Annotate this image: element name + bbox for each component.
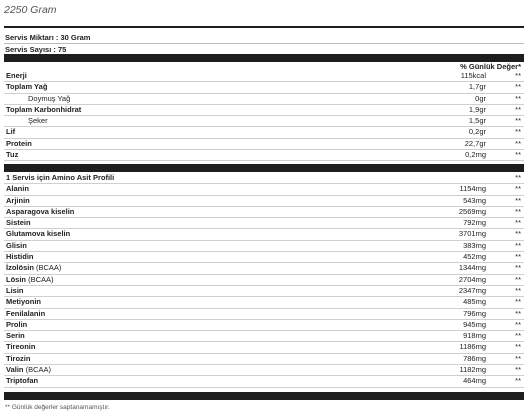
row-label-text: Lisin	[6, 285, 24, 295]
row-label-note: (BCAA)	[33, 263, 62, 273]
row-daily-value: **	[515, 173, 521, 182]
row-daily-value: **	[515, 285, 521, 295]
row-value: 1,7gr	[468, 82, 486, 92]
amino-acid-row	[4, 331, 524, 342]
row-label-text: Prolin	[6, 319, 28, 329]
row-daily-value: **	[515, 331, 521, 341]
row-label	[6, 263, 61, 273]
row-value: 796mg	[463, 308, 486, 318]
row-daily-value: **	[515, 104, 521, 114]
row-daily-value: **	[515, 206, 521, 216]
amino-acid-row	[4, 218, 524, 229]
row-label	[6, 196, 30, 206]
row-label	[28, 116, 48, 126]
row-label-text: Tuz	[6, 150, 19, 160]
nutrient-row	[4, 150, 524, 161]
row-daily-value: **	[515, 184, 521, 194]
row-value: 945mg	[463, 319, 486, 329]
row-daily-value: **	[515, 274, 521, 284]
row-label	[6, 297, 41, 307]
row-label-text: İzolösin	[6, 263, 34, 273]
row-value: 0,2mg	[465, 150, 486, 160]
amino-acid-row	[4, 196, 524, 207]
row-daily-value: **	[515, 229, 521, 239]
row-daily-value: **	[515, 319, 521, 329]
row-label	[6, 331, 25, 341]
nutrient-row	[4, 116, 524, 127]
row-label	[6, 241, 27, 251]
row-label	[6, 184, 29, 194]
row-value: 2569mg	[458, 206, 486, 216]
amino-acid-table	[4, 173, 524, 388]
row-daily-value: **	[515, 263, 521, 273]
row-label-text: Fenilalanin	[6, 308, 46, 318]
row-label-text: Valin	[6, 365, 24, 375]
row-daily-value: **	[515, 195, 521, 205]
row-label	[6, 275, 54, 285]
amino-acid-row	[4, 320, 524, 331]
nutrient-row	[4, 94, 524, 105]
row-label	[6, 127, 15, 137]
amino-acid-row	[4, 354, 524, 365]
amino-acid-row	[4, 207, 524, 218]
row-label	[6, 82, 47, 92]
row-daily-value: **	[515, 218, 521, 228]
row-label	[6, 218, 31, 228]
row-value: 1182mg	[459, 365, 486, 375]
row-label-text: Protein	[6, 138, 32, 148]
row-label-text: Toplam Karbonhidrat	[6, 104, 82, 114]
nutrient-row	[4, 82, 524, 93]
amino-acid-row	[4, 309, 524, 320]
amino-acid-row	[4, 241, 524, 252]
row-label-text: Lösin	[6, 274, 26, 284]
row-label-text: Enerji	[6, 71, 27, 80]
amino-acid-row	[4, 229, 524, 240]
row-label-text: Serin	[6, 331, 25, 341]
row-daily-value: **	[515, 240, 521, 250]
divider-thick-3	[4, 392, 524, 400]
row-label-text: Tireonin	[6, 342, 36, 352]
row-label-text: Asparagova kiselin	[6, 206, 75, 216]
row-value: 2347mg	[458, 285, 486, 295]
row-label	[6, 139, 32, 149]
row-label-text: Şeker	[28, 116, 48, 126]
row-value: 485mg	[463, 297, 486, 307]
row-label	[6, 173, 114, 183]
row-label	[6, 365, 51, 375]
divider-serving	[4, 43, 524, 44]
row-value: 464mg	[463, 376, 486, 386]
row-label	[6, 309, 45, 319]
nutrient-row	[4, 71, 524, 82]
row-label-text: Alanin	[6, 184, 29, 194]
row-value: 543mg	[463, 195, 486, 205]
row-value: 22,7gr	[464, 138, 486, 148]
row-value: 918mg	[463, 331, 486, 341]
row-daily-value: **	[515, 127, 521, 137]
row-label	[6, 207, 74, 217]
row-label-text: Glisin	[6, 240, 27, 250]
row-label-text: Glutamova kiselin	[6, 229, 71, 239]
package-weight: 2250 Gram	[4, 4, 57, 16]
row-value: 452mg	[463, 252, 486, 262]
row-label-text: Metiyonin	[6, 297, 41, 307]
row-label-text: Doymuş Yağ	[28, 93, 71, 103]
row-value: 792mg	[463, 218, 486, 228]
footnote: ** Günlük değerler saptanamamıştır.	[5, 404, 110, 411]
row-daily-value: **	[515, 353, 521, 363]
serving-count: Servis Sayısı : 75	[5, 45, 67, 54]
row-label-text: Histidin	[6, 252, 34, 262]
row-value: 383mg	[463, 240, 486, 250]
amino-acid-row	[4, 275, 524, 286]
row-label	[6, 71, 27, 81]
row-label	[28, 94, 70, 104]
row-label-text: Sistein	[6, 218, 31, 228]
row-value: 1344mg	[458, 263, 486, 273]
divider-thick-1	[4, 54, 524, 62]
nutrient-row	[4, 127, 524, 138]
nutrient-row	[4, 139, 524, 150]
row-daily-value: **	[515, 342, 521, 352]
divider-top	[4, 26, 524, 28]
row-label	[6, 229, 70, 239]
divider-thick-2	[4, 164, 524, 172]
row-label	[6, 252, 34, 262]
amino-acid-row	[4, 263, 524, 274]
row-daily-value: **	[515, 138, 521, 148]
amino-acid-row	[4, 297, 524, 308]
amino-acid-row	[4, 252, 524, 263]
row-value: 3701mg	[458, 229, 486, 239]
row-daily-value: **	[515, 116, 521, 126]
row-daily-value: **	[515, 365, 521, 375]
row-label-text: 1 Servis için Amino Asit Profili	[6, 173, 115, 182]
amino-section-header	[4, 173, 524, 184]
nutrient-row	[4, 105, 524, 116]
row-daily-value: **	[515, 150, 521, 160]
row-label	[6, 354, 30, 364]
row-label-note: (BCAA)	[26, 274, 54, 284]
amino-acid-row	[4, 342, 524, 353]
row-daily-value: **	[515, 308, 521, 318]
row-label-note: (BCAA)	[23, 365, 52, 375]
amino-acid-row	[4, 365, 524, 376]
row-value: 1,5gr	[468, 116, 486, 126]
row-label-text: Lif	[6, 127, 16, 137]
row-label	[6, 342, 35, 352]
row-label-text: Tirozin	[6, 353, 31, 363]
row-value: 1186mg	[459, 342, 486, 352]
row-value: 0gr	[475, 93, 486, 103]
amino-acid-row	[4, 376, 524, 387]
row-daily-value: **	[515, 82, 521, 92]
serving-size: Servis Miktarı : 30 Gram	[5, 33, 91, 42]
row-label	[6, 286, 24, 296]
row-daily-value: **	[515, 93, 521, 103]
row-value: 1154mg	[459, 184, 486, 194]
amino-acid-row	[4, 184, 524, 195]
row-value: 0,2gr	[468, 127, 486, 137]
row-label	[6, 105, 81, 115]
row-label	[6, 150, 18, 160]
row-label-text: Arjinin	[6, 195, 30, 205]
row-label	[6, 376, 38, 386]
row-value: 1,9gr	[468, 104, 486, 114]
row-value: 786mg	[463, 353, 486, 363]
amino-acid-row	[4, 286, 524, 297]
nutrients-table	[4, 71, 524, 161]
row-value: 115kcal	[460, 71, 486, 80]
row-daily-value: **	[515, 71, 521, 80]
row-daily-value: **	[515, 252, 521, 262]
row-label-text: Triptofan	[6, 376, 39, 386]
row-daily-value: **	[515, 297, 521, 307]
row-value: 2704mg	[458, 274, 486, 284]
daily-value-header: % Günlük Değer*	[460, 62, 521, 71]
row-daily-value: **	[515, 376, 521, 386]
row-label-text: Toplam Yağ	[6, 82, 48, 92]
row-label	[6, 320, 27, 330]
